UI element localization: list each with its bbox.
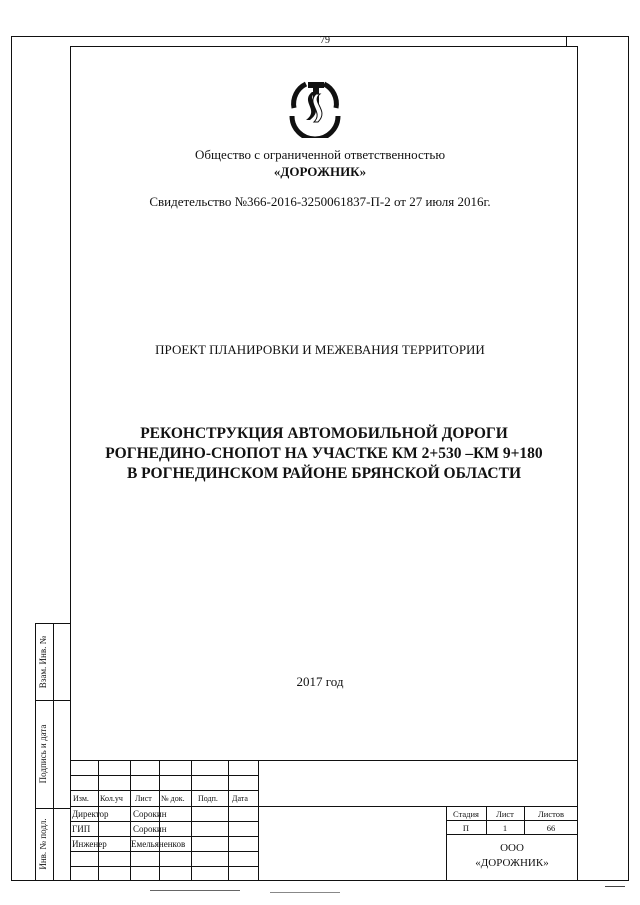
company-name: «ДОРОЖНИК» — [273, 164, 367, 179]
tb-header-izm: Изм. — [73, 794, 89, 803]
tb-role-engineer: Инженер — [72, 839, 107, 849]
outer-frame-left — [11, 36, 12, 881]
inner-frame-right — [577, 46, 578, 880]
side-stamp-mid — [53, 623, 54, 880]
page-number: 79 — [320, 35, 330, 46]
tb-col-6 — [258, 760, 259, 880]
tb-header-data: Дата — [232, 794, 248, 803]
tb-stage-label: Стадия — [453, 809, 479, 819]
title-line-2: РОГНЕДИНО-СНОПОТ НА УЧАСТКЕ КМ 2+530 –КМ 9+180 — [105, 445, 543, 462]
tb-header-list: Лист — [135, 794, 152, 803]
side-stamp-inv: Инв. № подл. — [38, 818, 48, 870]
title-line-1: РЕКОНСТРУКЦИЯ АВТОМОБИЛЬНОЙ ДОРОГИ — [140, 425, 508, 442]
tb-sheets-label: Листов — [538, 809, 564, 819]
tb-right-row-2 — [446, 834, 578, 835]
scan-mark-1 — [150, 890, 240, 891]
tb-role-director: Директор — [72, 809, 109, 819]
side-stamp-left — [35, 623, 36, 880]
tb-stage-value: П — [462, 823, 470, 833]
road-emblem-icon — [284, 70, 346, 138]
company-line: Общество с ограниченной ответственностью — [194, 147, 446, 162]
tb-header-podp: Подп. — [198, 794, 218, 803]
tb-col-4 — [191, 760, 192, 880]
tb-right-row-1 — [446, 820, 578, 821]
tb-header-bottom — [70, 806, 578, 807]
tb-col-3 — [159, 760, 160, 880]
company-logo — [284, 70, 346, 138]
inner-frame-left — [70, 46, 71, 880]
tb-sheet-value: 1 — [502, 823, 508, 833]
top-strip-divider — [566, 36, 567, 46]
tb-org-line-2: «ДОРОЖНИК» — [475, 857, 549, 869]
outer-frame-right — [628, 36, 629, 881]
tb-sheet-label: Лист — [496, 809, 514, 819]
tb-name-gip: Сорокин — [133, 824, 167, 834]
tb-header-kol: Кол.уч — [100, 794, 123, 803]
scan-mark-3 — [605, 886, 625, 887]
tb-col-5 — [228, 760, 229, 880]
side-stamp-podpis: Подпись и дата — [38, 724, 48, 784]
tb-header-doc: № док. — [161, 794, 185, 803]
inner-frame-top — [70, 46, 578, 47]
tb-org-line-1: ООО — [500, 842, 524, 854]
tb-sheets-value: 66 — [546, 823, 556, 833]
title-block-top — [70, 760, 578, 761]
project-type: ПРОЕКТ ПЛАНИРОВКИ И МЕЖЕВАНИЯ ТЕРРИТОРИИ — [155, 342, 485, 357]
tb-col-2 — [130, 760, 131, 880]
outer-frame-bottom — [11, 880, 629, 881]
certificate-line: Свидетельство №366-2016-3250061837-П-2 от 27 июля 2016г. — [149, 194, 491, 209]
side-stamp-vzam: Взам. Инв. № — [38, 635, 48, 689]
year: 2017 год — [296, 674, 344, 689]
tb-name-engineer: Емельяненков — [131, 839, 186, 849]
tb-role-gip: ГИП — [72, 824, 91, 834]
tb-name-director: Сорокин — [133, 809, 167, 819]
scan-mark-2 — [270, 892, 340, 893]
tb-col-1 — [98, 760, 99, 880]
title-line-3: В РОГНЕДИНСКОМ РАЙОНЕ БРЯНСКОЙ ОБЛАСТИ — [126, 465, 522, 482]
